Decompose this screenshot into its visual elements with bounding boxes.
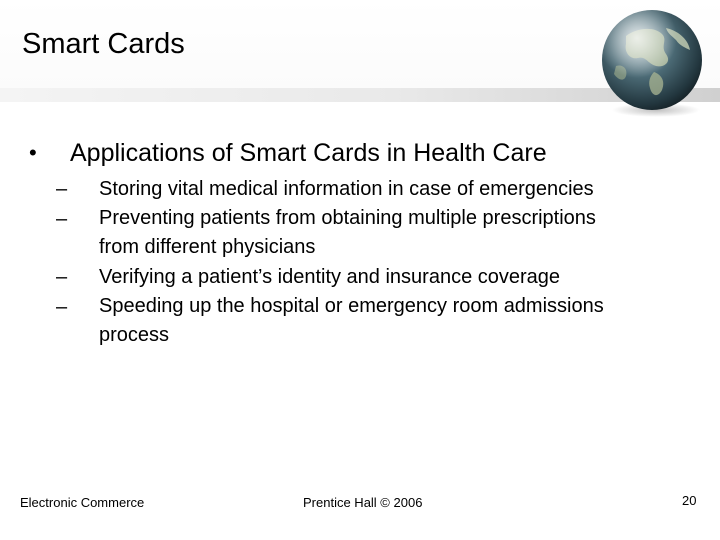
dash-marker: – bbox=[56, 296, 68, 318]
sub-bullet-list bbox=[56, 174, 696, 350]
dash-marker: – bbox=[56, 208, 68, 230]
dash-marker: – bbox=[56, 178, 68, 200]
list-item bbox=[56, 204, 696, 262]
list-item-text: Preventing patients from obtaining multiple prescriptions from different physicians bbox=[99, 207, 596, 258]
earth-globe-icon bbox=[596, 6, 708, 118]
page-number: 20 bbox=[682, 493, 697, 508]
list-item bbox=[56, 262, 696, 292]
slide-title: Smart Cards bbox=[22, 28, 185, 60]
footer-course-name: Electronic Commerce bbox=[20, 495, 145, 510]
bullet-marker: • bbox=[29, 140, 37, 165]
dash-marker: – bbox=[56, 266, 68, 288]
list-item-text: Verifying a patient’s identity and insurance coverage bbox=[99, 266, 561, 288]
list-item bbox=[56, 292, 696, 350]
list-item-text: Storing vital medical information in case of emergencies bbox=[99, 178, 594, 200]
list-item bbox=[56, 174, 696, 204]
footer-copyright: Prentice Hall © 2006 bbox=[303, 495, 423, 510]
section-heading: Applications of Smart Cards in Health Care bbox=[70, 139, 547, 167]
list-item-text: Speeding up the hospital or emergency room admissions process bbox=[99, 295, 604, 346]
